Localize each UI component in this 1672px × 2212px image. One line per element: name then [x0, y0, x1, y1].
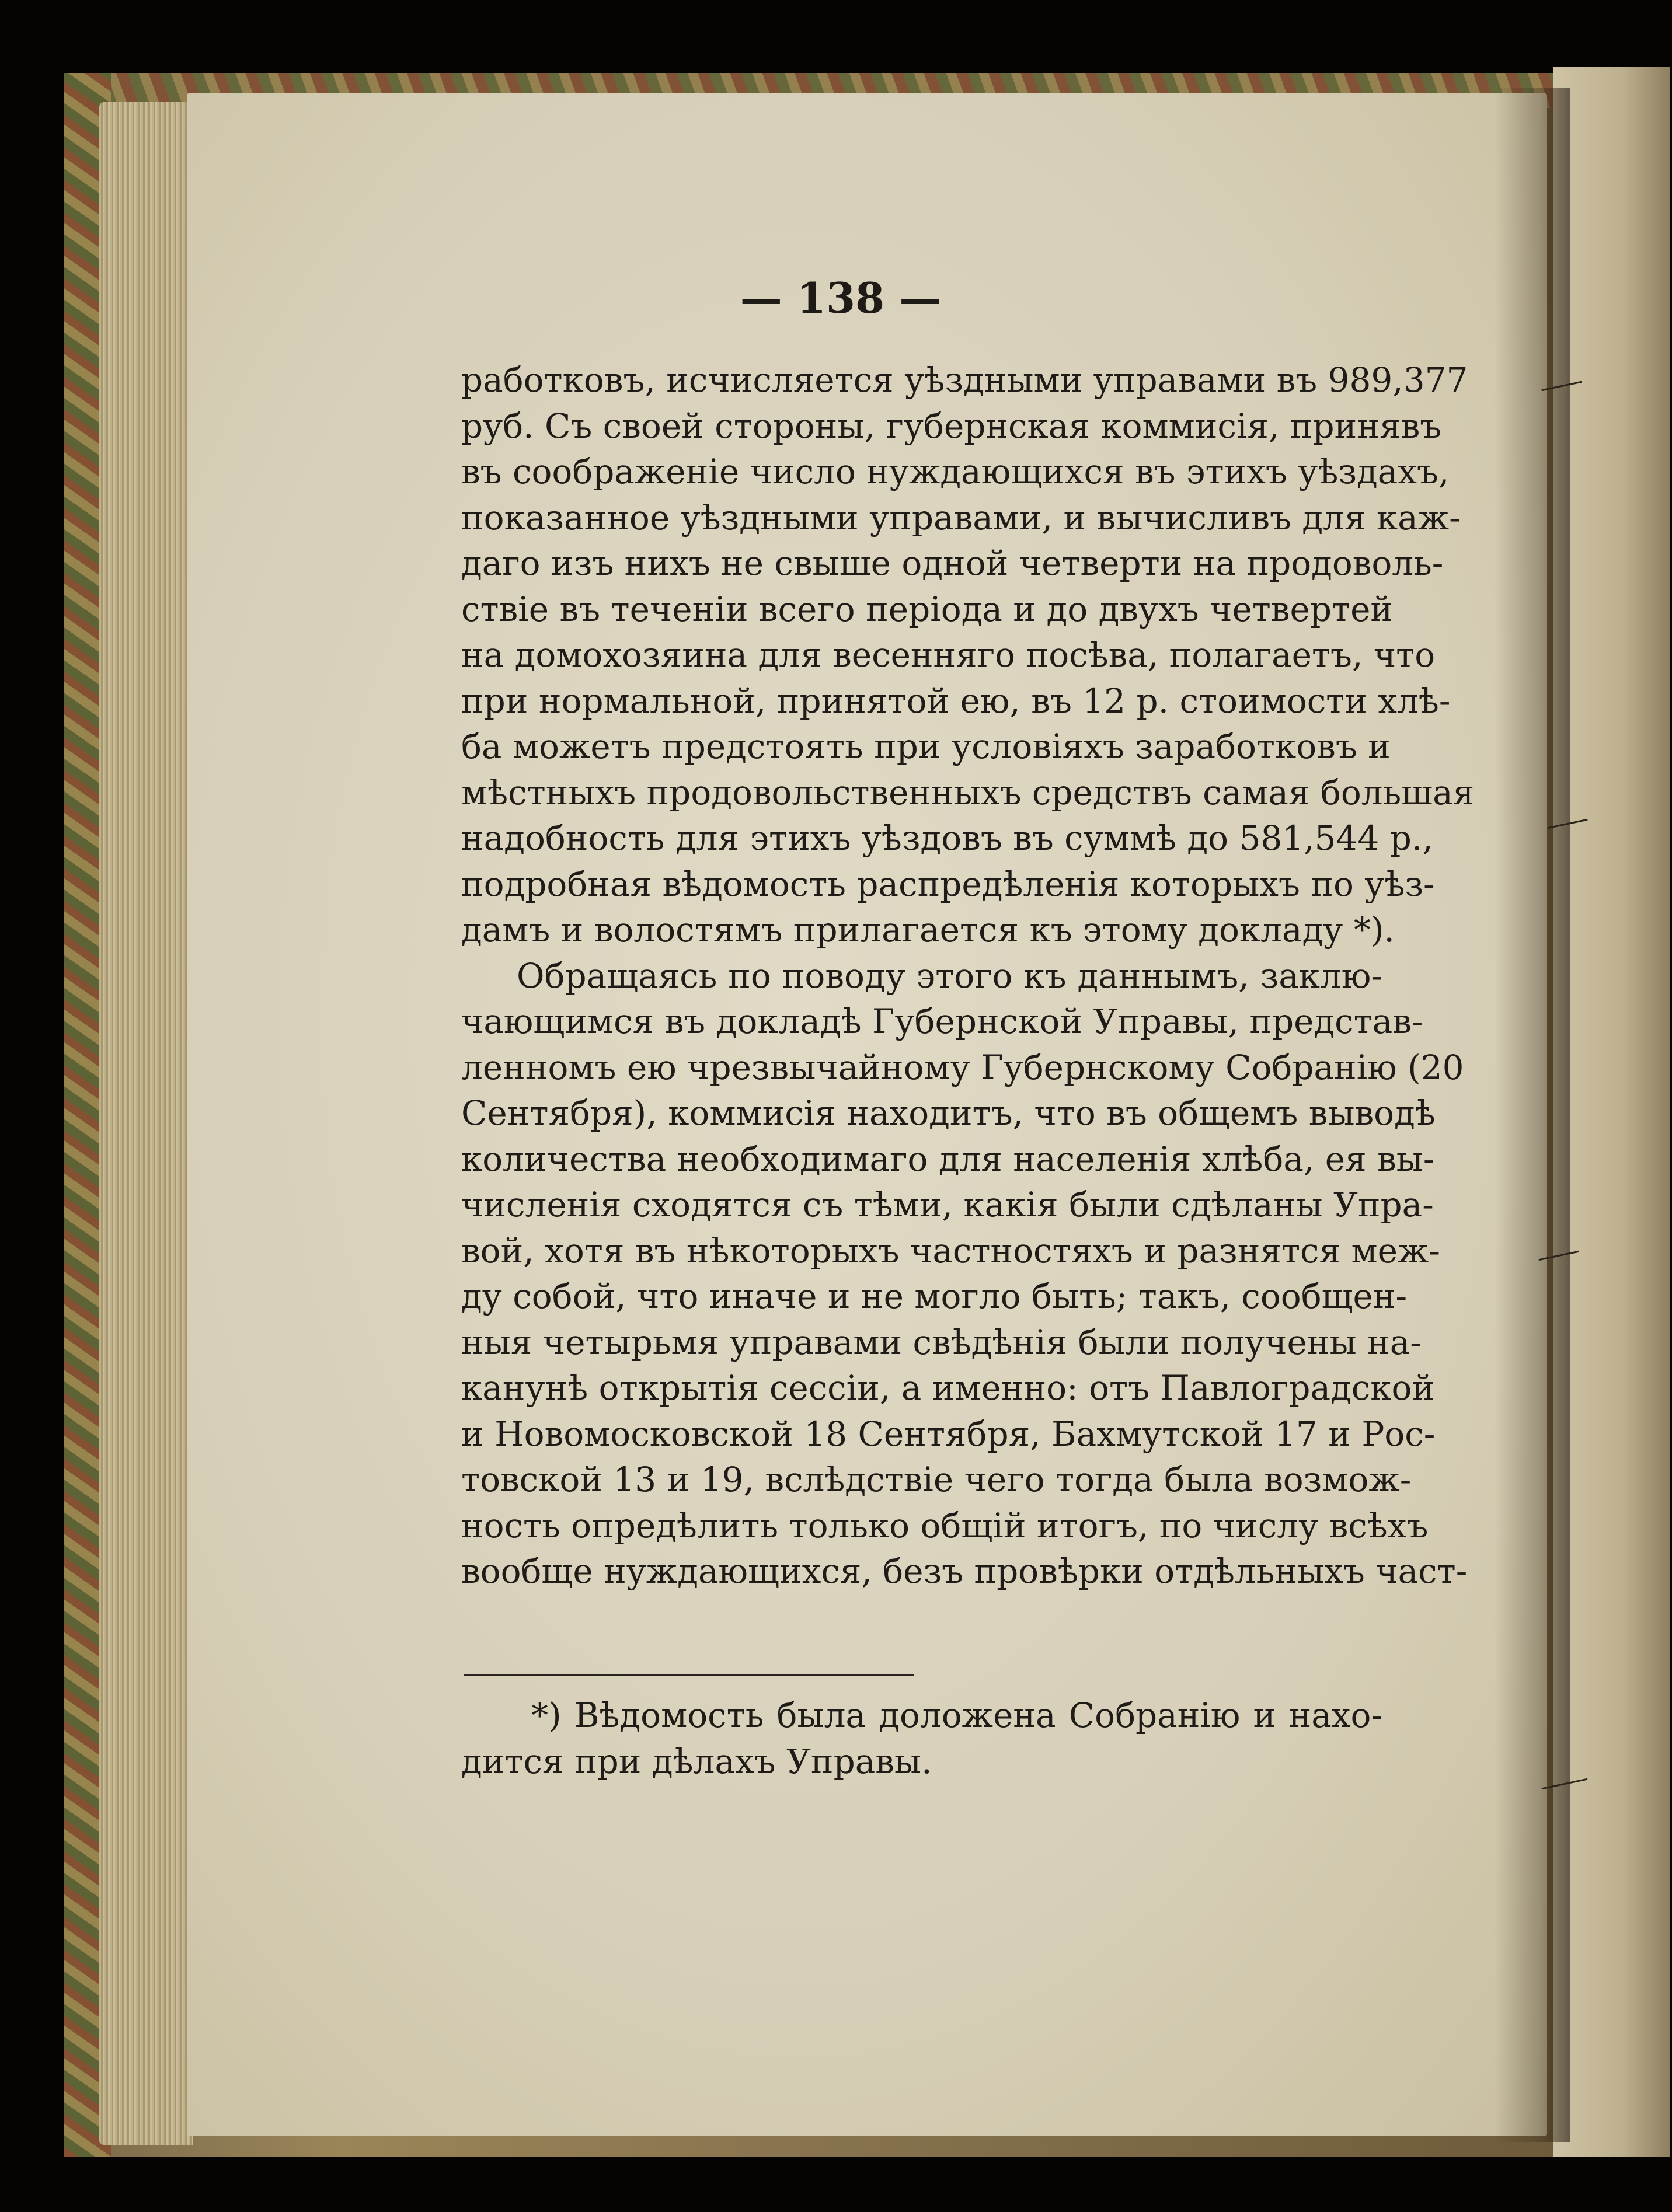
text-line: вой, хотя въ нѣкоторыхъ частностяхъ и разнятся меж- — [461, 1230, 1440, 1271]
text-line: количества необходимаго для населенія хлѣба, ея вы- — [461, 1139, 1435, 1179]
text-line: дамъ и волостямъ прилагается къ этому докладу *). — [461, 910, 1395, 950]
text-line: ность опредѣлить только общій итогъ, по числу всѣхъ — [461, 1505, 1429, 1545]
text-line: Обращаясь по поводу этого къ даннымъ, заклю- — [517, 955, 1382, 996]
text-line: ба можетъ предстоять при условіяхъ заработковъ и — [461, 727, 1391, 766]
text-line: мѣстныхъ продовольственныхъ средствъ самая большая — [461, 772, 1475, 812]
footnote-line: дится при дѣлахъ Управы. — [461, 1741, 932, 1781]
text-line: ныя четырьмя управами свѣдѣнія были получены на- — [461, 1322, 1422, 1362]
text-line: канунѣ открытія сессіи, а именно: отъ Павлоградской — [461, 1368, 1435, 1408]
footnote-line: *) Вѣдомость была доложена Собранію и нахо- — [531, 1695, 1382, 1735]
text-line: въ соображеніе число нуждающихся въ этихъ уѣздахъ, — [461, 452, 1450, 491]
text-line: работковъ, исчисляется уѣздными управами въ 989,377 — [461, 360, 1468, 400]
text-line: и Новомосковской 18 Сентября, Бахмутской 17 и Рос- — [461, 1414, 1436, 1454]
text-line: ду собой, что иначе и не могло быть; такъ, сообщен- — [461, 1276, 1408, 1316]
text-line: Сентября), коммисія находитъ, что въ общемъ выводѣ — [461, 1093, 1436, 1133]
text-line: даго изъ нихъ не свыше одной четверти на продоволь- — [461, 543, 1444, 583]
text-line: надобность для этихъ уѣздовъ въ суммѣ до 581,544 р., — [461, 818, 1433, 858]
text-line: показанное уѣздными управами, и вычисливъ для каж- — [461, 497, 1461, 538]
text-line: руб. Съ своей стороны, губернская коммисія, принявъ — [461, 406, 1442, 446]
page-number: — 138 — — [740, 273, 942, 323]
text-line: численія сходятся съ тѣми, какія были сдѣланы Упра- — [461, 1185, 1434, 1224]
footnote-divider — [464, 1674, 914, 1676]
text-line: вообще нуждающихся, безъ провѣрки отдѣльныхъ част- — [461, 1551, 1468, 1591]
text-line: подробная вѣдомость распредѣленія которыхъ по уѣз- — [461, 864, 1435, 904]
page-block-edges — [99, 102, 193, 2145]
text-line: на домохозяина для весенняго посѣва, полагаетъ, что — [461, 635, 1436, 675]
body-text — [461, 357, 1475, 1595]
text-line: чающимся въ докладѣ Губернской Управы, представ- — [461, 1002, 1423, 1041]
spine-shadow — [1495, 88, 1570, 2142]
text-line: товской 13 и 19, вслѣдствіе чего тогда была возмож- — [461, 1460, 1412, 1499]
text-line: ствіе въ теченіи всего періода и до двухъ четвертей — [461, 589, 1394, 629]
text-line: ленномъ ею чрезвычайному Губернскому Собранію (20 — [461, 1047, 1464, 1087]
footnote — [461, 1693, 1382, 1784]
facing-page-edge — [1553, 67, 1670, 2157]
text-line: при нормальной, принятой ею, въ 12 р. стоимости хлѣ- — [461, 681, 1451, 721]
